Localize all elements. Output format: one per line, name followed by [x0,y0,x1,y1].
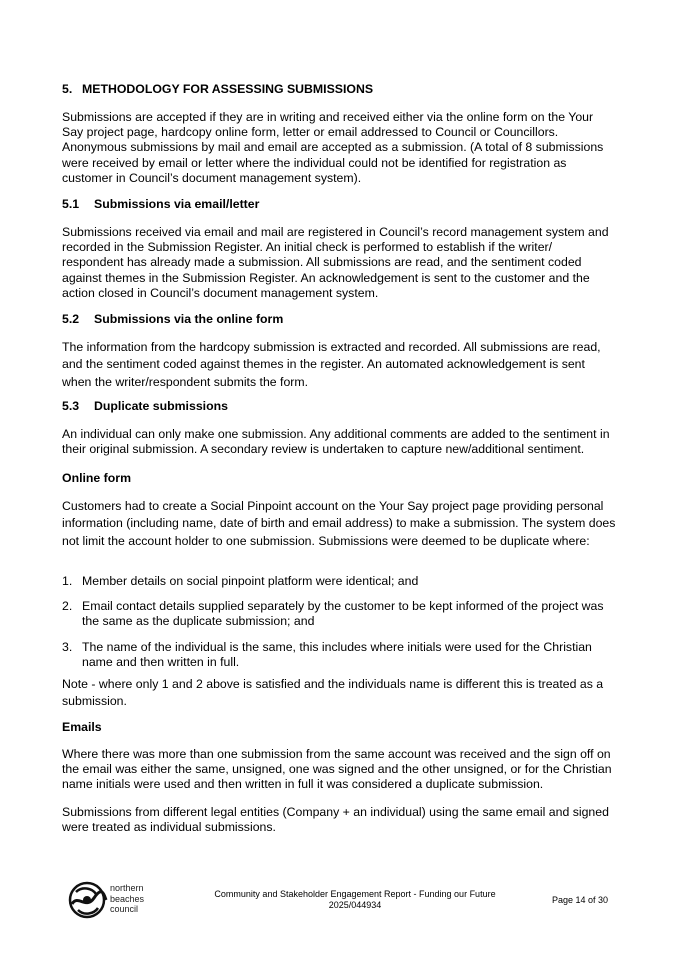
section-5-3-heading [62,399,228,413]
online-form-heading: Online form [62,471,132,485]
logo-wordmark: northern beaches council [110,883,145,914]
emails-heading: Emails [62,720,102,734]
section-title: METHODOLOGY FOR ASSESSING SUBMISSIONS [82,82,374,96]
section-5-intro: Submissions are accepted if they are in writing and received either via the online form on the Your Say project page, hardcopy online form, letter or email addressed to Council or Councillors. Anonymous submissions by mail and email are accepted as a submission. (A total of 8 submissions were received by email or letter where the individual could not be identified for registration as customer in Council’s document management system). [62,110,604,185]
section-number: 5.2 [62,312,80,326]
section-5-heading [62,82,373,96]
section-5-3-body: An individual can only make one submission. Any additional comments are added to the sentiment in their original submission. A secondary review is undertaken to capture new/additional sentiment. [62,427,610,457]
footer-report-title: Community and Stakeholder Engagement Report - Funding our Future 2025/044934 [200,889,510,911]
section-title: Submissions via email/letter [94,197,260,211]
online-form-note: Note - where only 1 and 2 above is satisfied and the individuals name is different this is treated as a submission. [62,677,604,709]
emails-body-1: Where there was more than one submission from the same account was received and the sign off on the email was either the same, unsigned, one was signed and the other unsigned, or for the Christian name initials were used and then written in full it was considered a duplicate submission. [62,747,612,792]
section-5-2-body: The information from the hardcopy submission is extracted and recorded. All submissions are read, and the sentiment coded against themes in the register. An automated acknowledgement is sent when the writer/respondent submits the form. [62,340,601,389]
northern-beaches-council-logo-icon [66,880,110,920]
list-item: 1. Member details on social pinpoint platform were identical; and [62,574,419,588]
section-5-1-body: Submissions received via email and mail are registered in Council’s record management system and recorded in the Submission Register. An initial check is performed to establish if the writer/ respondent has already made a submission. All submissions are read, and the sentiment coded against themes in the Submission Register. An acknowledgement is sent to the customer and the action closed in Council’s document management system. [62,225,609,300]
list-item: 3. The name of the individual is the same, this includes where initials were used for the Christian name and then written in full. [62,639,592,669]
duplicate-criteria-list [62,574,616,670]
section-5-2-heading [62,312,283,326]
section-5-1-heading [62,197,259,211]
section-number: 5.1 [62,197,80,211]
online-form-body: Customers had to create a Social Pinpoint account on the Your Say project page providing personal information (including name, date of birth and email address) to make a submission. The system does not limit the account holder to one submission. Submissions were deemed to be duplicate where: [62,499,616,548]
section-number: 5. [62,82,73,96]
emails-body-2: Submissions from different legal entities (Company + an individual) using the same email and signed were treated as individual submissions. [62,805,609,835]
section-title: Submissions via the online form [94,312,284,326]
page-number: Page 14 of 30 [552,895,609,905]
footer-doc-number: 2025/044934 [328,900,382,910]
section-title: Duplicate submissions [94,399,228,413]
list-item: 2. Email contact details supplied separately by the customer to be kept informed of the project was the same as the duplicate submission; and [62,599,604,629]
section-number: 5.3 [62,399,80,413]
